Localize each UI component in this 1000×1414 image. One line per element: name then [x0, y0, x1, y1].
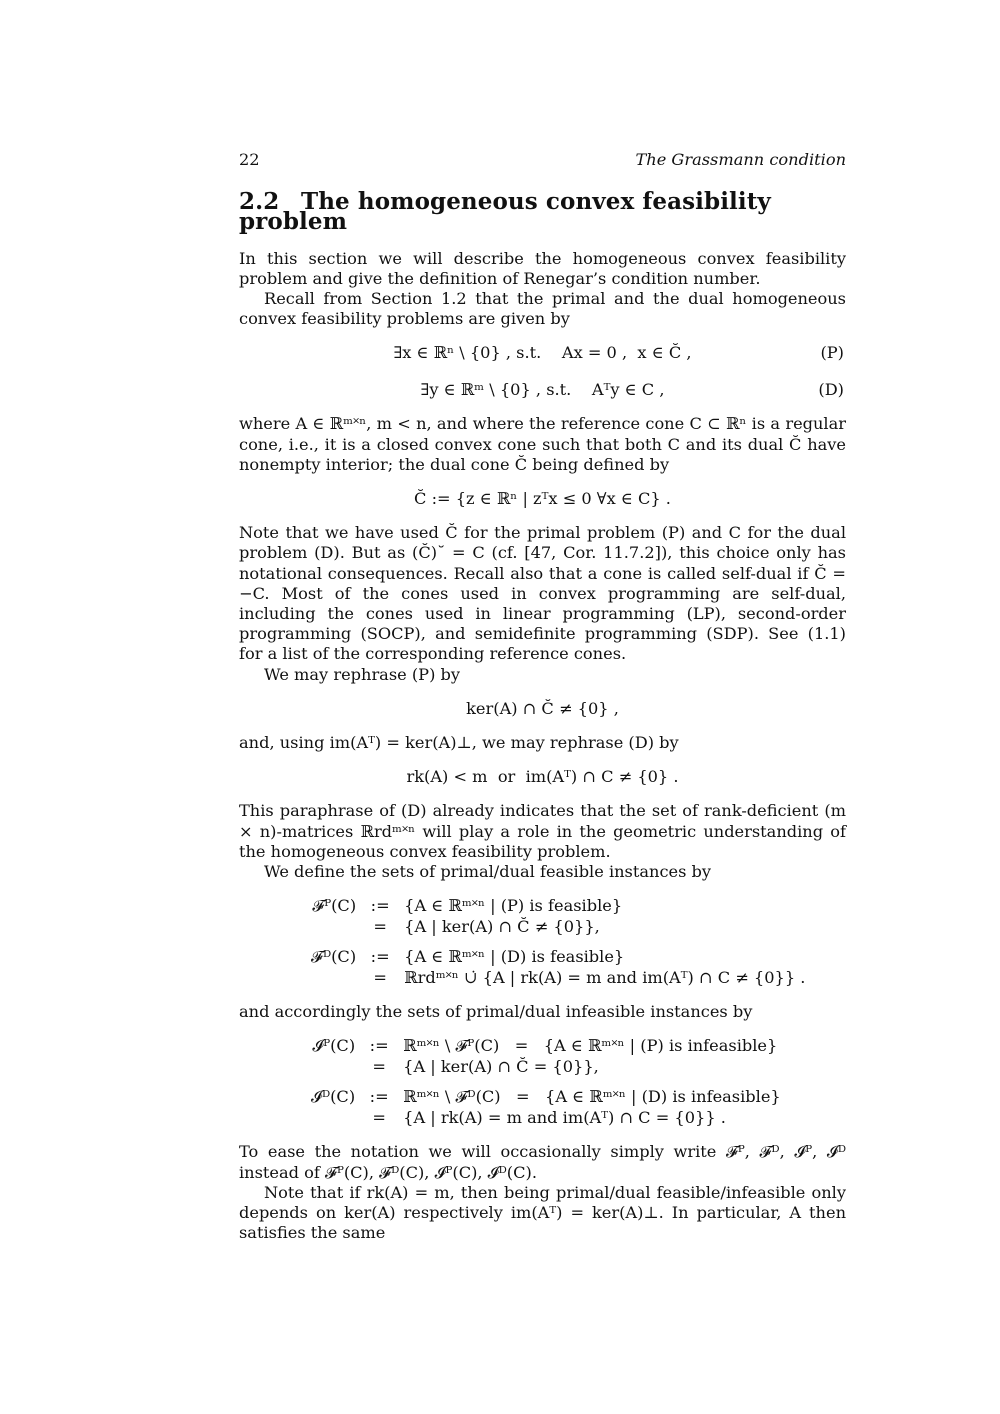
feasible-lhs: [305, 917, 362, 938]
feasible-op: =: [373, 916, 387, 936]
infeasible-sets-table: [305, 1036, 787, 1128]
equation-primal-body: ∃x ∈ ℝⁿ \ {0} , s.t. Ax = 0 , x ∈ C̆ ,: [393, 343, 692, 363]
equation-rank: rk(A) < m or im(Aᵀ) ∩ C ≠ {0} .: [406, 767, 679, 787]
paragraph-regular-cone: where A ∈ ℝᵐ˟ⁿ, m < n, and where the reference cone C ⊂ ℝⁿ is a regular cone, i.e., it is a closed convex cone such that both C and its dual C̆ have nonempty interior; the dual cone C̆ being defined by: [239, 414, 846, 474]
paragraph-define-feasible: We define the sets of primal/dual feasible instances by: [264, 862, 712, 882]
infeasible-op: =: [372, 1107, 386, 1127]
feasible-op: :=: [370, 947, 390, 967]
paragraph-recall: Recall from Section 1.2 that the primal and the dual homogeneous convex feasibility problems are given by: [239, 289, 846, 329]
page-content: [239, 150, 846, 1244]
paragraph-rephrase-d: and, using im(Aᵀ) = ker(A)⊥, we may rephrase (D) by: [239, 733, 679, 753]
feasible-rhs: {A ∈ ℝᵐ˟ⁿ | (D) is feasible}: [404, 947, 625, 967]
feasible-row: [305, 917, 811, 938]
infeasible-spacer: [305, 1077, 787, 1087]
equation-dual-label: (D): [818, 380, 844, 400]
equation-dual-cone: C̆ := {z ∈ ℝⁿ | zᵀx ≤ 0 ∀x ∈ C} .: [414, 489, 671, 509]
equation-primal-label: (P): [820, 343, 844, 363]
running-title: The Grassmann condition: [635, 150, 846, 169]
infeasible-lhs: 𝓘ᴾ(C): [312, 1036, 356, 1056]
paragraph-ease-notation: To ease the notation we will occasionally simply write 𝓕ᴾ, 𝓕ᴰ, 𝓘ᴾ, 𝓘ᴰ instead of 𝓕ᴾ(C), 𝓕ᴰ(C), 𝓘ᴾ(C), 𝓘ᴰ(C).: [239, 1142, 846, 1182]
infeasible-rhs: ℝᵐ˟ⁿ \ 𝓕ᴰ(C) = {A ∈ ℝᵐ˟ⁿ | (D) is infeasible}: [403, 1087, 781, 1107]
feasible-rhs: {A | ker(A) ∩ C̆ ≠ {0}},: [404, 916, 600, 936]
infeasible-rhs: {A | rk(A) = m and im(Aᵀ) ∩ C = {0}} .: [403, 1107, 726, 1127]
infeasible-op: :=: [369, 1087, 389, 1107]
equation-kernel: ker(A) ∩ C̆ ≠ {0} ,: [466, 698, 619, 718]
feasible-spacer: [305, 937, 811, 947]
infeasible-sets-block: [305, 1036, 846, 1128]
feasible-row: [305, 968, 811, 989]
page-number: 22: [239, 150, 260, 169]
infeasible-rhs: ℝᵐ˟ⁿ \ 𝓕ᴾ(C) = {A ∈ ℝᵐ˟ⁿ | (P) is infeasible}: [403, 1036, 778, 1056]
feasible-rhs: {A ∈ ℝᵐ˟ⁿ | (P) is feasible}: [404, 896, 623, 916]
equation-dual-body: ∃y ∈ ℝᵐ \ {0} , s.t. Aᵀy ∈ C ,: [420, 380, 665, 400]
feasible-sets-table: [305, 896, 811, 988]
paragraph-intro: In this section we will describe the homogeneous convex feasibility problem and give the definition of Renegar’s condition number.: [239, 248, 846, 288]
feasible-lhs: [305, 968, 362, 989]
feasible-row: [305, 947, 811, 968]
infeasible-lhs: 𝓘ᴰ(C): [311, 1087, 356, 1107]
section-title: The homogeneous convex feasibility problem: [239, 188, 771, 236]
infeasible-row: [305, 1087, 787, 1108]
feasible-rhs: ℝrdᵐ˟ⁿ ∪̇ {A | rk(A) = m and im(Aᵀ) ∩ C ≠ {0}} .: [404, 967, 806, 987]
paragraph-rephrase-p: We may rephrase (P) by: [264, 664, 461, 684]
infeasible-rhs: {A | ker(A) ∩ C̆ = {0}},: [403, 1056, 599, 1076]
section-heading: [239, 188, 846, 236]
paragraph-notation: Note that we have used C̆ for the primal problem (P) and C for the dual problem (D). But as (C̆)˘ = C (cf. [47, Cor. 11.7.2]), this choice only has notational consequences. Recall also that a cone is called self-dual if C̆ = −C. Most of the cones used in convex programming are self-dual, including the cones used in linear programming (LP), second-order programming (SOCP), and semidefinite programming (SDP). See (1.1) for a list of the corresponding reference cones.: [239, 523, 846, 664]
paragraph-define-infeasible: and accordingly the sets of primal/dual infeasible instances by: [239, 1002, 753, 1022]
feasible-row: [305, 896, 811, 917]
infeasible-op: =: [372, 1056, 386, 1076]
equation-dual: [239, 380, 846, 400]
feasible-op: :=: [370, 896, 390, 916]
section-number: 2.2: [239, 188, 280, 216]
infeasible-op: :=: [369, 1036, 389, 1056]
infeasible-row: [305, 1036, 787, 1057]
running-header: [239, 150, 846, 170]
feasible-sets-block: [305, 896, 846, 988]
paragraph-rank-note: Note that if rk(A) = m, then being primal/dual feasible/infeasible only depends on ker(A) respectively im(Aᵀ) = ker(A)⊥. In particular, A then satisfies the same: [239, 1182, 846, 1243]
feasible-op: =: [373, 967, 387, 987]
equation-primal: [239, 343, 846, 363]
infeasible-row: [305, 1057, 787, 1078]
infeasible-lhs: [305, 1108, 361, 1129]
infeasible-lhs: [305, 1057, 361, 1078]
feasible-lhs: 𝓕ᴰ(C): [311, 947, 357, 967]
infeasible-row: [305, 1108, 787, 1129]
feasible-lhs: 𝓕ᴾ(C): [312, 896, 357, 916]
paragraph-paraphrase: This paraphrase of (D) already indicates that the set of rank-deficient (m × n)-matrices ℝrdᵐ˟ⁿ will play a role in the geometric understanding of the homogeneous convex feasibility problem.: [239, 801, 846, 861]
